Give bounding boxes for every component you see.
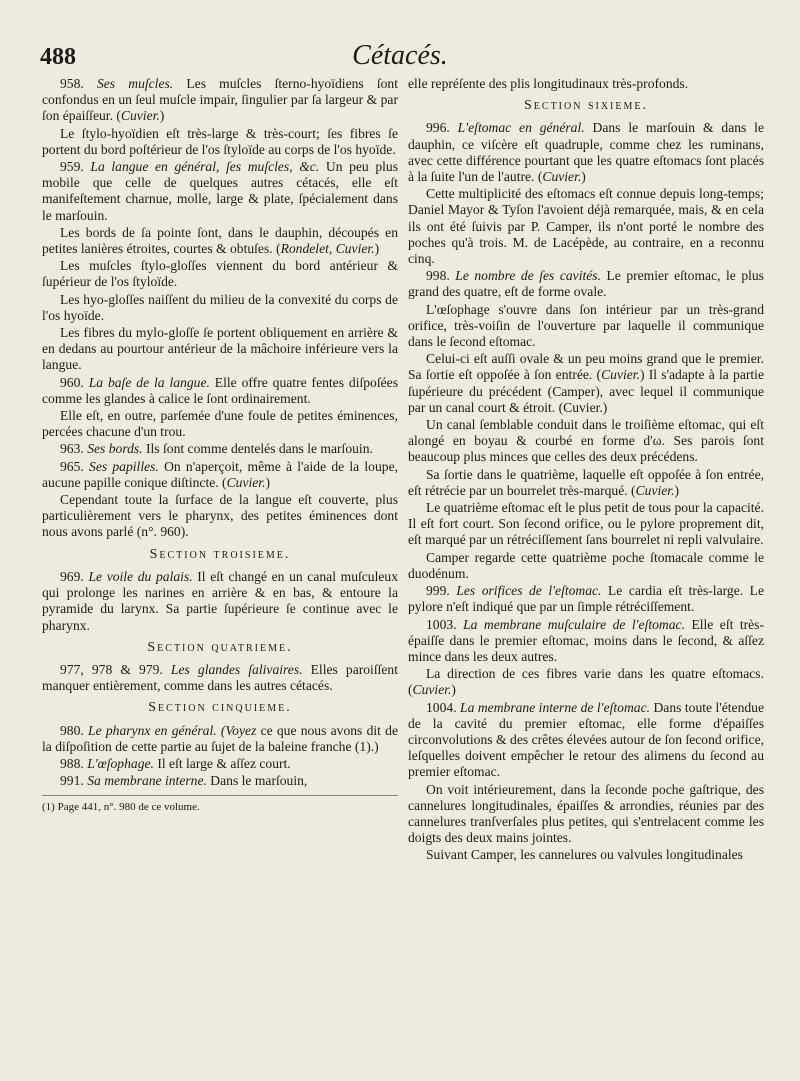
paragraph — [42, 225, 398, 257]
paragraph — [42, 375, 398, 407]
paragraph — [408, 351, 764, 416]
paragraph-text: Dans le marſouin & dans le dauphin, ce viſcère eſt quadruple, comme chez les ruminans, avec cette différence pourtant que les quatre eſtomacs ſont placés à la ſuite l'un de l'autre. ( — [408, 120, 764, 185]
paragraph-number: 998. — [426, 268, 450, 284]
paragraph-tail: ) — [374, 241, 380, 257]
paragraph — [42, 773, 398, 789]
paragraph — [408, 847, 764, 863]
paragraph-text: Dans toute l'étendue de la cavité du premier eſtomac, elle forme d'épaiſſes circonvolutions & des crêtes élevées autour de ſon ſecond orifice, leſquelles doivent empêcher le retour des alimens du ſecond au premier eſtomac. — [408, 699, 764, 780]
paragraph-text: Le ſtylo-hyoïdien eſt très-large & très-court; ſes fibres ſe portent du bord poſtérieur de l'os ſtyloïde au corps de l'os hyoïde. — [42, 125, 398, 157]
footnote-rule — [42, 795, 398, 796]
paragraph-text: Un canal ſemblable conduit dans le troiſième eſtomac, qui eſt alongé en boyau & courbé en forme d'ω. Ses parois ſont beaucoup plus minces que celles des deux précédens. — [408, 417, 764, 465]
paragraph-text: Camper regarde cette quatrième poche ſtomacale comme le duodénum. — [408, 549, 764, 581]
paragraph-text: La direction de ces fibres varie dans les quatre eſtomacs. ( — [408, 666, 764, 698]
paragraph — [408, 467, 764, 499]
citation: Cuvier. — [635, 482, 675, 498]
paragraph-number: 960. — [60, 374, 84, 390]
paragraph-label: Ses bords. — [87, 441, 143, 457]
paragraph — [408, 583, 764, 615]
paragraph — [42, 756, 398, 772]
paragraph-text: Les muſcles ſtylo-gloſſes viennent du bord antérieur & ſupérieur de l'os ſtyloïde. — [42, 258, 398, 290]
paragraph-number: 965. — [60, 458, 84, 474]
paragraph — [408, 782, 764, 847]
paragraph — [408, 666, 764, 698]
paragraph-text: Le premier eſtomac, le plus grand des quatre, eſt de forme ovale. — [408, 268, 764, 300]
paragraph-text: Suivant Camper, les cannelures ou valvules longitudinales — [426, 847, 743, 863]
paragraph-text: Sa ſortie dans le quatrième, laquelle eſt oppoſée à ſon entrée, eſt rétrécie par un bourrelet très-marqué. ( — [408, 466, 764, 498]
left-column — [42, 76, 398, 817]
paragraph-label: La membrane muſculaire de l'eſtomac. — [463, 616, 685, 632]
paragraph-text: Elles paroiſſent manquer entièrement, comme dans les autres cétacés. — [42, 661, 398, 694]
paragraph — [42, 325, 398, 374]
paragraph-label: Ses muſcles. — [96, 76, 174, 91]
paragraph — [42, 126, 398, 158]
paragraph — [408, 76, 764, 92]
paragraph — [42, 492, 398, 541]
section-heading: Section quatrieme. — [147, 639, 293, 655]
section-heading: Section sixieme. — [524, 98, 648, 114]
paragraph-number: 991. — [60, 773, 84, 789]
paragraph-label: La baſe de la langue. — [88, 374, 210, 390]
section-heading: Section troisieme. — [149, 546, 291, 562]
paragraph — [408, 550, 764, 582]
paragraph-text: elle repréſente des plis longitudinaux très-profonds. — [408, 76, 689, 91]
paragraph — [42, 569, 398, 634]
paragraph-text: Les hyo-gloſſes naiſſent du milieu de la convexité du corps de l'os hyoïde. — [42, 291, 398, 323]
paragraph-text: Cette multiplicité des eſtomacs eſt connue depuis long-temps; Daniel Mayor & Tyſon l'avoient déjà remarquée, mais, & en cela ils ont été ſuivis par P. Camper, ils n'ont porté le nombre des poches qu'à trois. M. de Lacépède, au contraire, en a reconnu cinq. — [408, 186, 764, 267]
paragraph — [42, 76, 398, 125]
paragraph-label: Sa membrane interne. — [87, 773, 207, 789]
paragraph — [408, 120, 764, 185]
paragraph-text: On voit intérieurement, dans la ſeconde poche gaſtrique, des cannelures longitudinales, épaiſſes & arrondies, réunies par des cannelures tranſverſales plus petites, qui s'entrelacent comme les doigts des deux mains jointes. — [408, 781, 764, 846]
paragraph-number: 999. — [426, 583, 450, 599]
paragraph — [408, 700, 764, 781]
paragraph — [42, 292, 398, 324]
paragraph-text: ce que nous avons dit de la diſpoſition de cette partie au ſujet de la baleine franche (1).) — [42, 722, 398, 754]
paragraph-number: 959. — [60, 159, 84, 175]
paragraph-label: Le pharynx en général. (Voyez — [88, 722, 257, 738]
paragraph-number: 969. — [60, 568, 84, 584]
paragraph — [42, 662, 398, 694]
paragraph — [408, 302, 764, 351]
paragraph-tail: ) — [159, 108, 165, 124]
paragraph-label: Les glandes ſalivaires. — [170, 661, 303, 677]
paragraph-tail: ) — [451, 682, 456, 698]
paragraph-text: Elle eſt très-épaiſſe dans le premier eſtomac, moins dans le ſecond, & aſſez mince dans les deux autres. — [408, 616, 765, 664]
paragraph — [42, 441, 398, 457]
paragraph — [42, 723, 398, 755]
paragraph-text: Il eſt large & aſſez court. — [157, 755, 291, 771]
paragraph-label: Les orifices de l'eſtomac. — [456, 583, 602, 599]
paragraph-tail: ) — [674, 482, 679, 498]
paragraph-label: La membrane interne de l'eſtomac. — [460, 699, 651, 715]
paragraph-label: L'eſtomac en général. — [457, 120, 585, 136]
paragraph-text: Les fibres du mylo-gloſſe ſe portent obliquement en arrière & en dedans au pourtour antérieur de la mâchoire inférieure vers la langue. — [42, 325, 398, 373]
paragraph-tail: ) — [265, 474, 270, 490]
paragraph-number: 1004. — [426, 699, 457, 715]
citation: Rondelet, Cuvier. — [280, 241, 375, 257]
footnote: (1) Page 441, n°. 980 de ce volume. — [42, 801, 200, 814]
paragraph-text: Elle eſt, en outre, parſemée d'une foule de petites éminences, percées chacune d'un trou. — [42, 408, 398, 440]
paragraph-text: Le cardia eſt très-large. Le pylore n'eſt indiqué que par un ſimple rétréciſſement. — [408, 583, 764, 615]
paragraph-text: Ils ſont comme dentelés dans le marſouin. — [146, 441, 373, 457]
citation: Cuvier. — [412, 682, 452, 698]
paragraph-number: 958. — [60, 76, 84, 91]
paragraph — [408, 268, 764, 300]
paragraph — [408, 186, 764, 267]
running-title: Cétacés. — [352, 40, 448, 71]
paragraph-number: 980. — [60, 722, 84, 738]
paragraph-text: Elle offre quatre fentes diſpoſées comme les glandes à calice le ſont ordinairement. — [42, 374, 398, 406]
citation: Cuvier. — [120, 108, 160, 124]
paragraph-number: 963. — [60, 441, 84, 457]
paragraph-label: La langue en général, ſes muſcles, &c. — [90, 159, 320, 175]
paragraph-tail: ) Il s'adapte à la partie ſupérieure du précédent (Camper), avec lequel il communique par un canal court & étroit. (Cuvier.) — [408, 367, 764, 415]
paragraph-text: Les muſcles ſterno-hyoïdiens ſont confondus en un ſeul muſcle impair, ſingulier par ſa largeur & par ſon épaiſſeur. ( — [42, 76, 398, 124]
paragraph-text: Celui-ci eſt auſſi ovale & un peu moins grand que le premier. Sa ſortie eſt oppoſée à ſon entrée. ( — [408, 351, 764, 383]
paragraph-number: 988. — [60, 755, 84, 771]
paragraph-label: Le nombre de ſes cavités. — [455, 268, 601, 284]
paragraph-text: Les bords de ſa pointe ſont, dans le dauphin, découpés en petites lanières étroites, courtes & obtuſes. ( — [42, 224, 398, 257]
right-column — [408, 76, 764, 865]
paragraph-label: Le voile du palais. — [88, 568, 193, 584]
paragraph — [408, 417, 764, 466]
page-header — [30, 40, 770, 76]
paragraph-label: Ses papilles. — [89, 458, 159, 474]
page-number: 488 — [40, 44, 76, 70]
citation: Cuvier. — [601, 367, 640, 383]
paragraph-text: Cependant toute la ſurface de la langue eſt couverte, plus particulièrement vers le pharynx, des petites éminences dont nous avons parlé (n°. 960). — [42, 492, 398, 540]
paragraph — [42, 258, 398, 290]
paragraph-text: Un peu plus mobile que celle de quelques autres cétacés, elle eſt manifeſtement charnue, molle, large & plate, ſpécialement dans le marſouin. — [42, 159, 399, 223]
section-heading: Section cinquieme. — [148, 700, 292, 716]
paragraph-text: Dans le marſouin, — [210, 773, 308, 789]
paragraph-text: On n'aperçoit, même à l'aide de la loupe, aucune papille conique diſtincte. ( — [42, 458, 399, 490]
paragraph-text: Il eſt changé en un canal muſculeux qui prolonge les narines en arrière & en bas, & entoure la pyramide du larynx. Sa partie ſupérieure ſe continue avec le pharynx. — [42, 568, 399, 633]
paragraph-text: L'œſophage s'ouvre dans ſon intérieur par un très-grand orifice, très-voiſin de l'ouverture par laquelle il communique dans le ſecond eſtomac. — [408, 301, 764, 350]
paragraph-tail: ) — [581, 169, 586, 185]
paragraph — [42, 408, 398, 440]
paragraph — [42, 159, 398, 224]
paragraph — [408, 617, 764, 666]
paragraph-text: Le quatrième eſtomac eſt le plus petit de tous pour la capacité. Il eſt fort court. Son ſecond orifice, ou le pylore proprement dit, eſt marqué par un rétréciſſement ſans bourrelet ni repli valvulaire. — [408, 500, 764, 548]
paragraph-number: 1003. — [426, 616, 457, 632]
paragraph-number: 977, 978 & 979. — [60, 661, 163, 677]
paragraph — [42, 459, 398, 491]
paragraph-label: L'œſophage. — [87, 755, 154, 771]
citation: Cuvier. — [542, 169, 582, 185]
paragraph-number: 996. — [426, 120, 450, 136]
citation: Cuvier. — [226, 474, 266, 490]
paragraph — [408, 500, 764, 549]
